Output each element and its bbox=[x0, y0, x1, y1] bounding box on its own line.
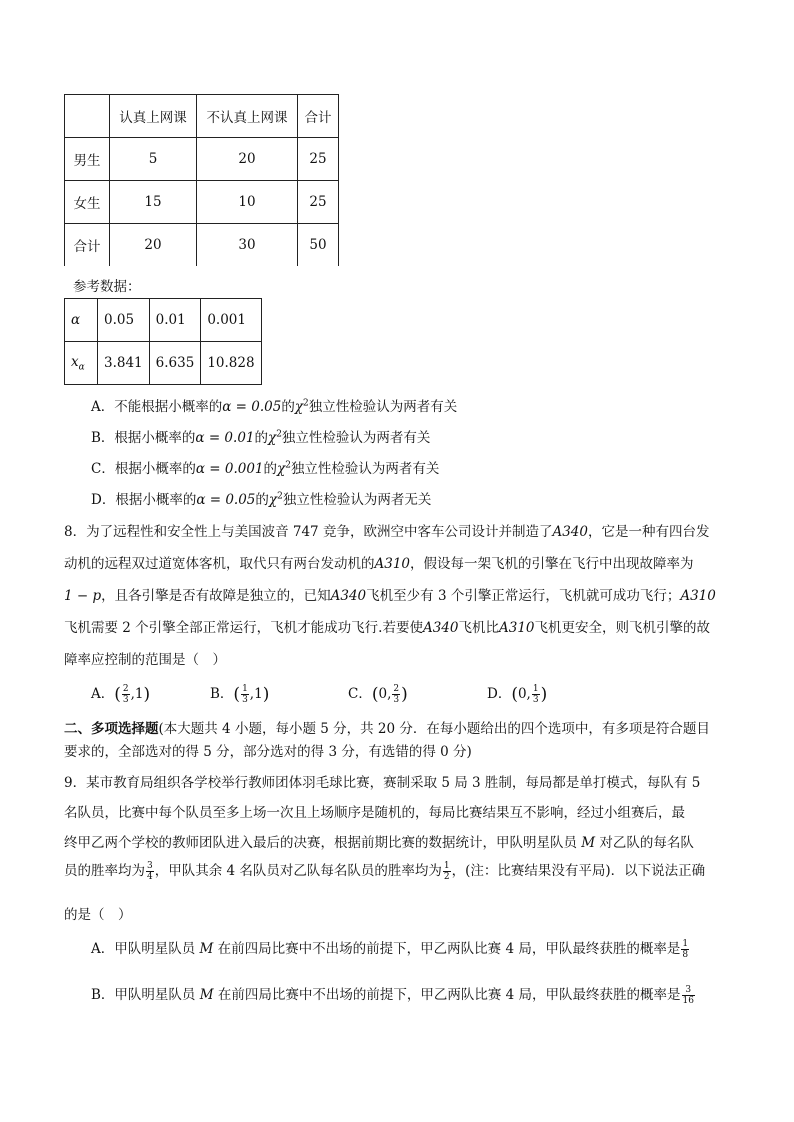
q9-option-b bbox=[91, 983, 696, 1006]
math-expr: M bbox=[199, 941, 214, 957]
table-row bbox=[65, 95, 339, 138]
fraction bbox=[241, 684, 249, 705]
math-expr: A310 bbox=[680, 588, 716, 604]
denominator: 3 bbox=[393, 695, 400, 705]
question-text: 动机的远程双过道宽体客机，取代只有两台发动机的 bbox=[64, 556, 375, 572]
table-cell: 25 bbox=[298, 181, 339, 224]
option-letter: D． bbox=[91, 492, 116, 508]
option-text: 根据小概率的 bbox=[114, 430, 196, 446]
q7-option-c bbox=[91, 457, 439, 477]
q8-line-5: 障率应控制的范围是（ ） bbox=[64, 652, 226, 668]
fraction bbox=[146, 861, 154, 882]
question-text: ，(注：比赛结果没有平局)．以下说法正确 bbox=[451, 863, 706, 879]
denominator: 16 bbox=[682, 996, 694, 1006]
question-text: 对乙队的每名队 bbox=[595, 835, 694, 851]
superscript: 2 bbox=[285, 460, 291, 471]
option-text: 甲队明星队员 bbox=[114, 941, 200, 957]
math-expr: M bbox=[199, 987, 214, 1003]
chi-symbol: χ bbox=[294, 399, 304, 415]
denominator: 8 bbox=[682, 950, 689, 960]
option-text: 甲队明星队员 bbox=[114, 987, 200, 1003]
x-symbol: x bbox=[71, 353, 79, 370]
denominator: 3 bbox=[122, 695, 129, 705]
option-letter: A． bbox=[91, 399, 115, 415]
math-expr: 1 − p bbox=[64, 588, 102, 604]
math-expr: A340 bbox=[422, 620, 459, 636]
fraction bbox=[392, 684, 400, 705]
math-expr: A340 bbox=[552, 524, 588, 540]
option-letter: A． bbox=[91, 941, 115, 957]
numerator: 2 bbox=[122, 684, 129, 694]
question-text: 飞机更安全，则飞机引擎的故 bbox=[534, 620, 711, 636]
chi-symbol: χ bbox=[268, 492, 278, 508]
table-cell: 女生 bbox=[65, 181, 110, 224]
option-letter: B． bbox=[91, 430, 115, 446]
paren: ) bbox=[540, 684, 548, 705]
option-letter: A． bbox=[91, 686, 115, 702]
numerator: 3 bbox=[682, 985, 695, 996]
q9-line-3 bbox=[64, 831, 694, 851]
option-text: 在前四局比赛中不出场的前提下，甲乙两队比赛 4 局，甲队最终获胜的概率是 bbox=[213, 941, 681, 957]
q8-option-c bbox=[348, 682, 408, 705]
q8-line-1 bbox=[64, 520, 709, 540]
denominator: 4 bbox=[147, 872, 153, 882]
option-letter: B． bbox=[210, 686, 234, 702]
option-text: 独立性检验认为两者有关 bbox=[308, 399, 458, 415]
option-text: ,1 bbox=[249, 686, 263, 702]
denominator: 3 bbox=[242, 695, 248, 705]
numerator: 1 bbox=[682, 939, 689, 949]
table-row bbox=[65, 299, 262, 342]
question-text: ，且各引擎是否有故障是独立的，已知 bbox=[101, 588, 331, 604]
option-letter: D． bbox=[487, 686, 512, 702]
table-cell: 50 bbox=[298, 224, 339, 267]
table-cell: 合计 bbox=[65, 224, 110, 267]
paren: ) bbox=[262, 684, 270, 705]
numerator: 3 bbox=[147, 861, 153, 871]
paren: ( bbox=[114, 684, 121, 705]
math-expr: A310 bbox=[499, 620, 535, 636]
q9-line-5: 的是（ ） bbox=[64, 907, 132, 923]
reference-data-label: 参考数据： bbox=[73, 279, 141, 295]
paren: ( bbox=[371, 684, 379, 705]
option-text: ,1 bbox=[130, 686, 144, 702]
q9-option-a bbox=[91, 937, 690, 960]
question-text: 员的胜率均为 bbox=[64, 863, 145, 879]
table-cell: 0.001 bbox=[201, 299, 261, 342]
question-text: 终甲乙两个学校的教师团队进入最后的决赛，根据前期比赛的数据统计，甲队明星队员 bbox=[64, 835, 582, 851]
math-expr: M bbox=[581, 835, 596, 851]
superscript: 2 bbox=[277, 491, 283, 502]
table-cell bbox=[65, 95, 110, 138]
math-expr: A310 bbox=[374, 556, 411, 572]
fraction bbox=[681, 939, 689, 960]
question-text: 飞机至少有 3 个引擎正常运行，飞机就可成功飞行； bbox=[366, 588, 681, 604]
table-cell: 认真上网课 bbox=[110, 95, 197, 138]
option-text: 不能根据小概率的 bbox=[114, 399, 223, 415]
table-cell: 25 bbox=[298, 138, 339, 181]
denominator: 3 bbox=[532, 695, 539, 705]
table-cell: 0.05 bbox=[98, 299, 150, 342]
option-text: 根据小概率的 bbox=[115, 492, 197, 508]
table-cell: 20 bbox=[110, 224, 197, 267]
q9-line-2: 名队员，比赛中每个队员至多上场一次且上场顺序是随机的，每局比赛结果互不影响，经过小组赛后，最 bbox=[64, 805, 685, 821]
option-text: 独立性检验认为两者有关 bbox=[281, 430, 431, 446]
numerator: 1 bbox=[242, 684, 248, 694]
alpha-subscript: α bbox=[78, 362, 85, 373]
table-cell: 15 bbox=[110, 181, 197, 224]
option-text: 0, bbox=[517, 686, 531, 702]
option-text: 的 bbox=[255, 492, 269, 508]
q8-option-d bbox=[487, 682, 547, 705]
paren: ( bbox=[233, 684, 241, 705]
table-row bbox=[65, 224, 339, 267]
section-2-instructions-cont: 要求的，全部选对的得 5 分，部分选对的得 3 分，有选错的得 0 分) bbox=[64, 744, 472, 760]
fraction bbox=[122, 684, 130, 705]
question-text: 8．为了远程性和安全性上与美国波音 747 竞争，欧洲空中客车公司设计并制造了 bbox=[64, 524, 553, 540]
math-expr: α = 0.05 bbox=[222, 399, 282, 415]
q7-option-d bbox=[91, 488, 431, 508]
math-expr: α = 0.01 bbox=[195, 430, 255, 446]
q8-line-2 bbox=[64, 552, 694, 572]
paren: ( bbox=[511, 684, 518, 705]
table-row bbox=[65, 181, 339, 224]
fraction bbox=[532, 684, 540, 705]
q9-line-4 bbox=[64, 859, 705, 882]
question-text: 飞机比 bbox=[458, 620, 499, 636]
question-text: ，假设每一架飞机的引擎在飞行中出现故障率为 bbox=[410, 556, 694, 572]
q8-line-3 bbox=[64, 584, 716, 604]
paren: ) bbox=[143, 684, 151, 705]
q7-option-a bbox=[91, 395, 457, 415]
contingency-table bbox=[64, 94, 339, 266]
option-letter: C． bbox=[348, 686, 372, 702]
math-expr: α = 0.05 bbox=[196, 492, 256, 508]
q7-option-b bbox=[91, 426, 430, 446]
q9-line-1: 9．某市教育局组织各学校举行教师团体羽毛球比赛，赛制采取 5 局 3 胜制，每局都是单打模式，每队有 5 bbox=[64, 775, 701, 791]
chi-symbol: χ bbox=[277, 461, 286, 477]
math-expr: A340 bbox=[330, 588, 367, 604]
chi-symbol: χ bbox=[268, 430, 277, 446]
option-text: 的 bbox=[254, 430, 268, 446]
table-cell: 6.635 bbox=[149, 342, 201, 385]
numerator: 2 bbox=[393, 684, 400, 694]
superscript: 2 bbox=[276, 429, 282, 440]
option-text: 的 bbox=[281, 399, 295, 415]
q8-option-a bbox=[91, 682, 150, 705]
table-cell: 10 bbox=[197, 181, 298, 224]
section-2-header bbox=[64, 717, 710, 737]
question-text: 飞机需要 2 个引擎全部正常运行，飞机才能成功飞行.若要使 bbox=[64, 620, 423, 636]
critical-value-table bbox=[64, 298, 262, 385]
option-text: 0, bbox=[378, 686, 392, 702]
q8-line-4 bbox=[64, 616, 710, 636]
option-letter: B． bbox=[91, 987, 115, 1003]
math-expr: α = 0.001 bbox=[195, 461, 264, 477]
table-cell: 3.841 bbox=[98, 342, 150, 385]
option-text: 的 bbox=[263, 461, 278, 477]
denominator: 2 bbox=[443, 872, 450, 882]
table-cell: 5 bbox=[110, 138, 197, 181]
section-instructions: (本大题共 4 小题，每小题 5 分，共 20 分．在每小题给出的四个选项中，有多项是符合题目 bbox=[158, 721, 710, 737]
q8-option-b bbox=[210, 682, 269, 705]
option-text: 根据小概率的 bbox=[114, 461, 196, 477]
paren: ) bbox=[401, 684, 408, 705]
superscript: 2 bbox=[303, 398, 309, 409]
table-cell: 10.828 bbox=[201, 342, 261, 385]
table-row bbox=[65, 138, 339, 181]
numerator: 1 bbox=[532, 684, 539, 694]
fraction bbox=[682, 985, 695, 1006]
table-cell: 男生 bbox=[65, 138, 110, 181]
option-text: 在前四局比赛中不出场的前提下，甲乙两队比赛 4 局，甲队最终获胜的概率是 bbox=[213, 987, 681, 1003]
table-cell: 合计 bbox=[298, 95, 339, 138]
table-cell: 不认真上网课 bbox=[197, 95, 298, 138]
table-cell: 0.01 bbox=[149, 299, 201, 342]
table-cell: 20 bbox=[197, 138, 298, 181]
table-row bbox=[65, 342, 262, 385]
table-cell: α bbox=[65, 299, 98, 342]
question-text: ，甲队其余 4 名队员对乙队每名队员的胜率均为 bbox=[154, 863, 442, 879]
table-cell bbox=[65, 342, 98, 385]
numerator: 1 bbox=[443, 861, 450, 871]
option-letter: C． bbox=[91, 461, 115, 477]
question-text: ，它是一种有四台发 bbox=[587, 524, 710, 540]
fraction bbox=[443, 861, 451, 882]
section-title: 二、多项选择题 bbox=[64, 721, 159, 737]
option-text: 独立性检验认为两者有关 bbox=[290, 461, 440, 477]
option-text: 独立性检验认为两者无关 bbox=[282, 492, 432, 508]
table-cell: 30 bbox=[197, 224, 298, 267]
